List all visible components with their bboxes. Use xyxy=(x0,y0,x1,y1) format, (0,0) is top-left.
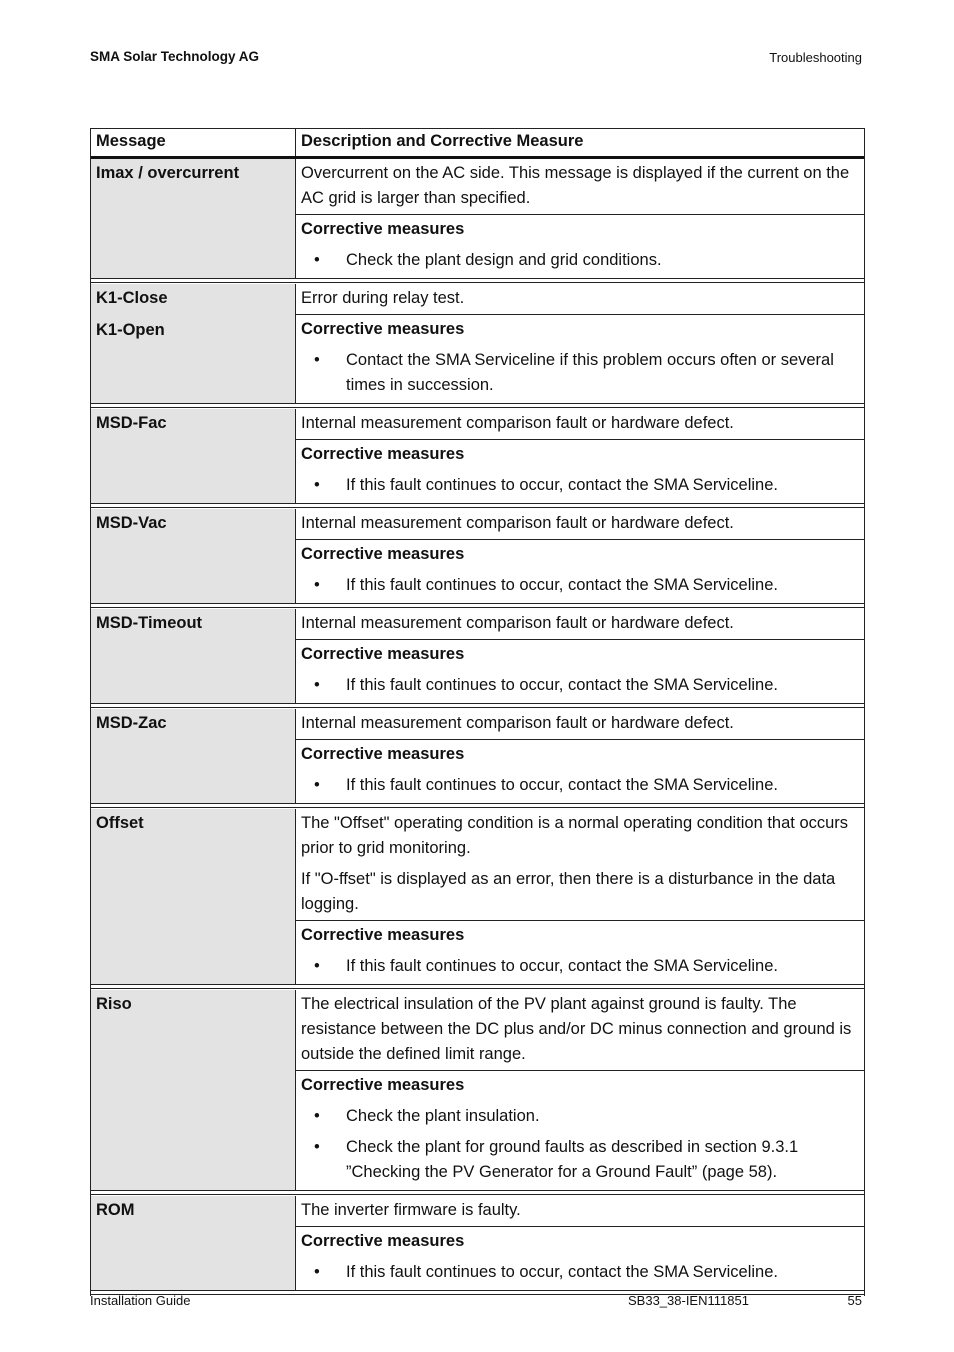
corrective-measures xyxy=(296,315,864,403)
column-header-description: Description and Corrective Measure xyxy=(301,132,584,150)
table-row xyxy=(91,609,864,704)
corrective-measures xyxy=(296,1227,864,1290)
message-code: K1-Close xyxy=(96,289,168,307)
description-text xyxy=(296,159,864,215)
description-paragraph: The "Offset" operating condition is a normal operating condition that occurs prior to grid monitoring. xyxy=(301,814,849,857)
measure-item: • Contact the SMA Serviceline if this problem occurs often or several times in succession. xyxy=(301,348,859,398)
header-company: SMA Solar Technology AG xyxy=(90,49,260,64)
description-text xyxy=(296,1196,864,1227)
corrective-heading: Corrective measures xyxy=(301,645,465,663)
message-code: Offset xyxy=(96,814,144,832)
table-body xyxy=(91,159,864,1291)
message-code: MSD-Timeout xyxy=(96,614,203,632)
corrective-heading: Corrective measures xyxy=(301,220,465,238)
measure-item: • If this fault continues to occur, contact the SMA Serviceline. xyxy=(301,773,859,798)
description-paragraph: If "O-ffset" is displayed as an error, then there is a disturbance in the data logging. xyxy=(301,870,836,913)
description-paragraph: Internal measurement comparison fault or hardware defect. xyxy=(301,614,734,632)
description-paragraph: Internal measurement comparison fault or hardware defect. xyxy=(301,414,734,432)
message-code: ROM xyxy=(96,1201,135,1219)
table-row xyxy=(91,159,864,279)
description-text xyxy=(296,409,864,440)
measures-list xyxy=(301,954,859,979)
page-number: 55 xyxy=(847,1293,862,1308)
measures-list xyxy=(301,773,859,798)
measures-list xyxy=(301,573,859,598)
troubleshooting-table xyxy=(90,128,865,1296)
corrective-heading: Corrective measures xyxy=(301,926,465,944)
table-row xyxy=(91,1196,864,1291)
description-text xyxy=(296,809,864,921)
message-code: MSD-Vac xyxy=(96,514,167,532)
corrective-heading: Corrective measures xyxy=(301,1076,465,1094)
corrective-heading: Corrective measures xyxy=(301,445,465,463)
measures-list xyxy=(301,473,859,498)
description-text xyxy=(296,609,864,640)
column-header-message: Message xyxy=(91,129,296,156)
description-paragraph: Internal measurement comparison fault or hardware defect. xyxy=(301,714,734,732)
measures-list xyxy=(301,248,859,273)
measures-list xyxy=(301,348,859,398)
corrective-measures xyxy=(296,540,864,603)
corrective-heading: Corrective measures xyxy=(301,320,465,338)
message-cell xyxy=(91,990,296,1190)
message-code: Riso xyxy=(96,995,132,1013)
message-cell xyxy=(91,1196,296,1290)
description-cell xyxy=(296,1196,864,1290)
measure-item: • If this fault continues to occur, contact the SMA Serviceline. xyxy=(301,673,859,698)
measure-item: • If this fault continues to occur, contact the SMA Serviceline. xyxy=(301,954,859,979)
measure-item: • Check the plant for ground faults as described in section 9.3.1 ”Checking the PV Generator for a Ground Fault” (page 58). xyxy=(301,1135,859,1185)
measure-item: • Check the plant insulation. xyxy=(301,1104,859,1129)
message-code: Imax / overcurrent xyxy=(96,164,240,182)
message-cell xyxy=(91,159,296,278)
description-text xyxy=(296,509,864,540)
table-row xyxy=(91,990,864,1191)
corrective-measures xyxy=(296,1071,864,1190)
corrective-measures xyxy=(296,640,864,703)
table-row xyxy=(91,284,864,404)
measures-list xyxy=(301,673,859,698)
footer-doc-code: SB33_38-IEN111851 xyxy=(628,1293,749,1308)
message-cell xyxy=(91,609,296,703)
message-code: K1-Open xyxy=(96,321,165,339)
table-row xyxy=(91,509,864,604)
description-cell xyxy=(296,509,864,603)
description-cell xyxy=(296,284,864,403)
measures-list xyxy=(301,1104,859,1185)
description-cell xyxy=(296,709,864,803)
description-cell xyxy=(296,990,864,1190)
corrective-measures xyxy=(296,921,864,984)
description-cell xyxy=(296,809,864,984)
table-row xyxy=(91,809,864,985)
message-cell xyxy=(91,809,296,984)
message-code: MSD-Fac xyxy=(96,414,167,432)
description-paragraph: Error during relay test. xyxy=(301,289,465,307)
corrective-measures xyxy=(296,215,864,278)
measure-item: • Check the plant design and grid conditions. xyxy=(301,248,859,273)
description-paragraph: The inverter firmware is faulty. xyxy=(301,1201,521,1219)
corrective-heading: Corrective measures xyxy=(301,1232,465,1250)
measure-item: • If this fault continues to occur, contact the SMA Serviceline. xyxy=(301,573,859,598)
description-text xyxy=(296,284,864,315)
measures-list xyxy=(301,1260,859,1285)
message-cell xyxy=(91,709,296,803)
description-text xyxy=(296,709,864,740)
corrective-heading: Corrective measures xyxy=(301,545,465,563)
description-text xyxy=(296,990,864,1071)
message-cell xyxy=(91,409,296,503)
corrective-measures xyxy=(296,740,864,803)
description-paragraph: Overcurrent on the AC side. This message is displayed if the current on the AC grid is larger than specified. xyxy=(301,164,850,207)
message-code: MSD-Zac xyxy=(96,714,167,732)
table-row xyxy=(91,409,864,504)
footer-doc-title: Installation Guide xyxy=(90,1293,191,1308)
description-paragraph: Internal measurement comparison fault or hardware defect. xyxy=(301,514,734,532)
corrective-heading: Corrective measures xyxy=(301,745,465,763)
table-row xyxy=(91,709,864,804)
description-cell xyxy=(296,609,864,703)
measure-item: • If this fault continues to occur, contact the SMA Serviceline. xyxy=(301,473,859,498)
measure-item: • If this fault continues to occur, contact the SMA Serviceline. xyxy=(301,1260,859,1285)
description-cell xyxy=(296,409,864,503)
corrective-measures xyxy=(296,440,864,503)
table-header-row xyxy=(91,129,864,159)
message-cell xyxy=(91,284,296,403)
header-section: Troubleshooting xyxy=(769,50,862,65)
message-cell xyxy=(91,509,296,603)
description-cell xyxy=(296,159,864,278)
description-paragraph: The electrical insulation of the PV plant against ground is faulty. The resistance between the DC plus and/or DC minus connection and ground is outside the defined limit range. xyxy=(301,995,852,1063)
